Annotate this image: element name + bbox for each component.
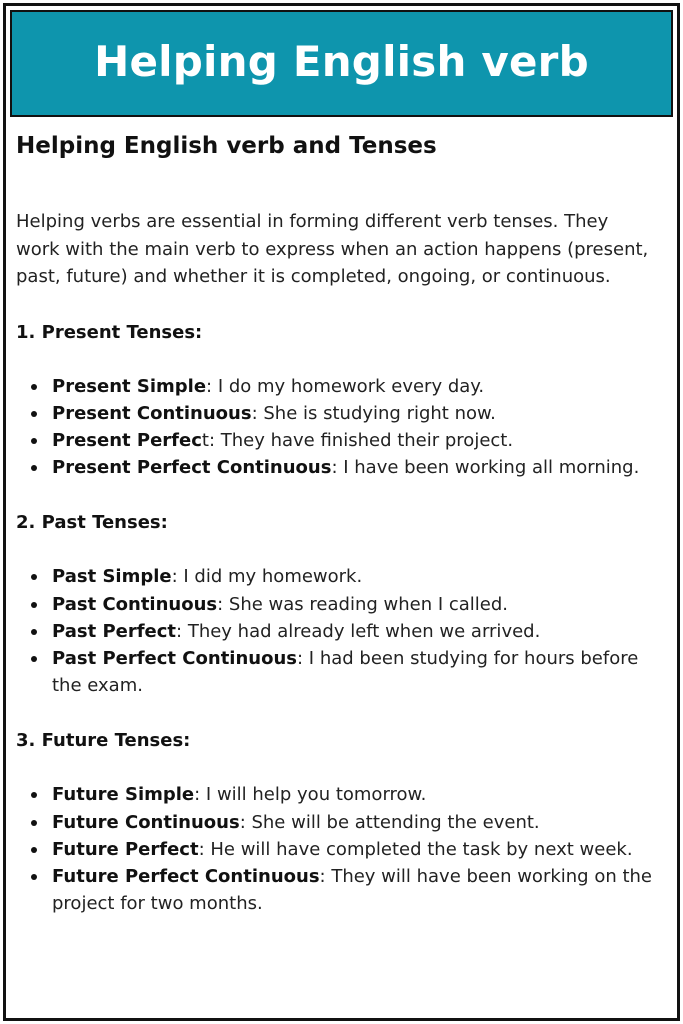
tense-example: : I did my homework. <box>171 566 363 588</box>
tense-example: : They have finished their project. <box>208 429 514 451</box>
tense-example: : They had already left when we arrived. <box>176 620 541 642</box>
tense-example: : She will be attending the event. <box>239 811 540 833</box>
list-item <box>16 427 656 454</box>
banner-title: Helping English verb <box>94 37 589 86</box>
section-present-tenses <box>16 319 656 482</box>
section-future-tenses <box>16 727 656 917</box>
tense-term: Future Perfect <box>52 838 199 860</box>
list-item <box>16 809 656 836</box>
list-item <box>16 400 656 427</box>
list-item <box>16 863 656 917</box>
tense-example: : I had been studying for hours before the exam. <box>52 647 639 697</box>
article-subtitle: Helping English verb and Tenses <box>16 133 437 159</box>
tense-list <box>16 563 656 699</box>
tense-term: Past Simple <box>52 566 172 588</box>
tense-example: : I will help you tomorrow. <box>194 784 427 806</box>
section-heading: 2. Past Tenses: <box>16 512 168 534</box>
tense-term: Present Perfect Continuous <box>52 457 332 479</box>
article-body <box>16 132 656 917</box>
tense-term: Past Perfect Continuous <box>52 647 297 669</box>
section-past-tenses <box>16 509 656 699</box>
tense-example: : She is studying right now. <box>251 402 496 424</box>
page-frame <box>3 3 680 1021</box>
tense-example: : They will have been working on the project for two months. <box>52 865 653 915</box>
intro-paragraph: Helping verbs are essential in forming different verb tenses. They work with the main verb to express when an action happens (present, past, future) and whether it is completed, ongoing, or continuous. <box>16 211 649 287</box>
tense-term: Past Perfect <box>52 620 177 642</box>
tense-term: Present Continuous <box>52 402 252 424</box>
list-item <box>16 781 656 808</box>
tense-list <box>16 781 656 917</box>
list-item <box>16 563 656 590</box>
tense-example: : I have been working all morning. <box>331 457 640 479</box>
tense-term: Future Continuous <box>52 811 240 833</box>
tense-term: Future Simple <box>52 784 195 806</box>
tense-term: Future Perfect Continuous <box>52 865 320 887</box>
list-item <box>16 618 656 645</box>
list-item <box>16 836 656 863</box>
section-heading: 1. Present Tenses: <box>16 321 203 343</box>
term-tail: t <box>201 429 209 451</box>
section-heading: 3. Future Tenses: <box>16 730 191 752</box>
tense-term: Present Simple <box>52 375 207 397</box>
title-banner <box>10 10 673 117</box>
tense-example: : He will have completed the task by next week. <box>198 838 633 860</box>
list-item <box>16 645 656 699</box>
list-item <box>16 373 656 400</box>
tense-example: : I do my homework every day. <box>206 375 485 397</box>
tense-list <box>16 373 656 482</box>
tense-term: Present Perfec <box>52 429 202 451</box>
tense-term: Past Continuous <box>52 593 218 615</box>
list-item <box>16 454 656 481</box>
list-item <box>16 591 656 618</box>
tense-example: : She was reading when I called. <box>217 593 509 615</box>
